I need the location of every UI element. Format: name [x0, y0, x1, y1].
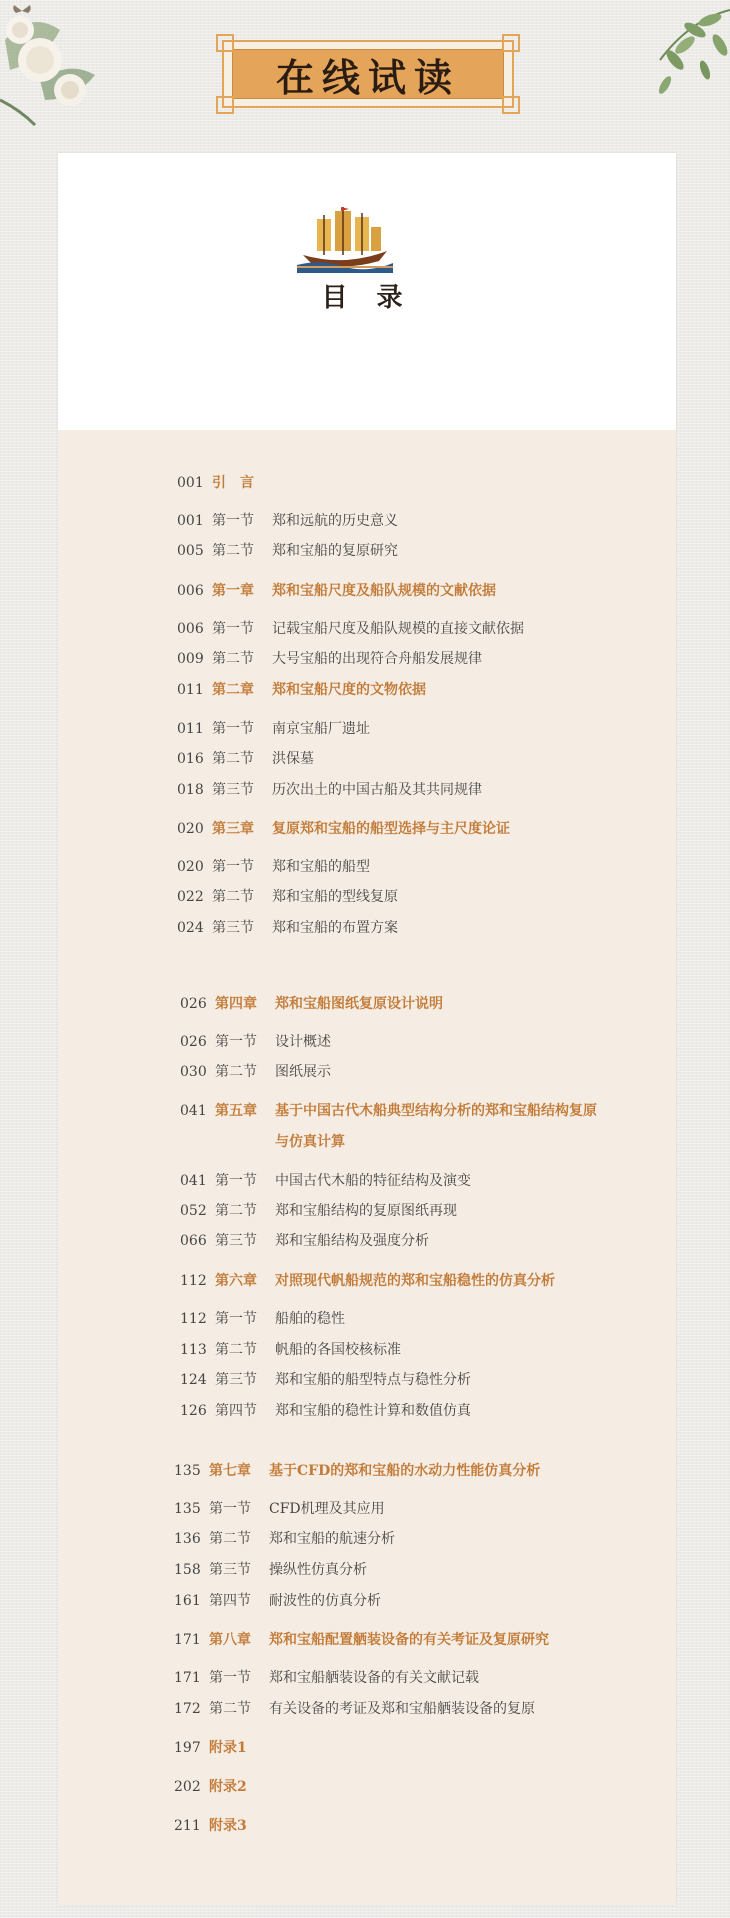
toc-chapter-title: 复原郑和宝船的船型选择与主尺度论证 — [272, 821, 510, 837]
toc-chapter-title: 郑和宝船配置舾装设备的有关考证及复原研究 — [269, 1632, 549, 1648]
toc-section-title: 耐波性的仿真分析 — [269, 1593, 381, 1609]
toc-section-entry[interactable] — [174, 1665, 666, 1691]
toc-section-title: 大号宝船的出现符合舟船发展规律 — [272, 651, 482, 667]
toc-chapter-number: 附录1 — [209, 1740, 247, 1756]
toc-section-title: 郑和宝船的型线复原 — [272, 889, 398, 905]
toc-page-number: 041 — [180, 1173, 207, 1189]
toc-section-number: 第二节 — [209, 1701, 251, 1717]
toc-page-number: 006 — [177, 583, 204, 599]
toc-card — [58, 153, 676, 1905]
toc-section-number: 第一节 — [212, 621, 254, 637]
toc-card-header — [58, 153, 676, 430]
toc-chapter-entry[interactable] — [174, 1735, 666, 1761]
toc-page-number: 135 — [174, 1463, 201, 1479]
toc-section-entry[interactable] — [174, 1557, 666, 1583]
toc-chapter-entry[interactable] — [174, 1627, 666, 1653]
toc-section-entry[interactable] — [180, 1306, 666, 1332]
banner-title: 在线试读 — [275, 55, 460, 100]
toc-section-entry[interactable] — [177, 854, 666, 880]
toc-page-number: 211 — [174, 1818, 201, 1834]
toc-section-title: 郑和宝船的稳性计算和数值仿真 — [275, 1403, 471, 1419]
toc-section-title: 记载宝船尺度及船队规模的直接文献依据 — [272, 621, 524, 637]
toc-chapter-entry[interactable] — [174, 1813, 666, 1839]
toc-section-entry[interactable] — [174, 1496, 666, 1522]
toc-chapter-number: 引 言 — [212, 475, 254, 491]
toc-section-entry[interactable] — [174, 1526, 666, 1552]
toc-chapter-entry[interactable] — [177, 816, 666, 842]
toc-page-number: 001 — [177, 513, 204, 529]
toc-chapter-entry[interactable] — [180, 1098, 666, 1124]
toc-section-number: 第三节 — [209, 1562, 251, 1578]
toc-chapter-title: 郑和宝船尺度的文物依据 — [272, 682, 426, 698]
toc-section-title: 郑和宝船的航速分析 — [269, 1531, 395, 1547]
toc-section-number: 第一节 — [215, 1311, 257, 1327]
toc-page-number: 001 — [177, 475, 204, 491]
toc-section-entry[interactable] — [180, 1367, 666, 1393]
toc-section-title: 设计概述 — [275, 1034, 331, 1050]
toc-chapter-number: 第三章 — [212, 821, 254, 837]
toc-chapter-title: 对照现代帆船规范的郑和宝船稳性的仿真分析 — [275, 1273, 555, 1289]
toc-page-number: 171 — [174, 1670, 201, 1686]
toc-chapter-entry[interactable] — [174, 1458, 666, 1484]
toc-section-entry[interactable] — [180, 1337, 666, 1363]
toc-page-number: 112 — [180, 1311, 207, 1327]
toc-section-title: 郑和宝船的船型 — [272, 859, 370, 875]
toc-section-number: 第四节 — [209, 1593, 251, 1609]
toc-section-number: 第三节 — [215, 1372, 257, 1388]
toc-page-number: 066 — [180, 1233, 207, 1249]
toc-section-title: 洪保墓 — [272, 751, 314, 767]
toc-section-number: 第一节 — [212, 513, 254, 529]
toc-section-entry[interactable] — [180, 1029, 666, 1055]
toc-chapter-entry[interactable] — [180, 991, 666, 1017]
toc-section-title: 郑和宝船结构的复原图纸再现 — [275, 1203, 457, 1219]
toc-chapter-number: 附录2 — [209, 1779, 247, 1795]
toc-chapter-title: 郑和宝船图纸复原设计说明 — [275, 996, 443, 1012]
toc-chapter-number: 第五章 — [215, 1103, 257, 1119]
toc-section-number: 第二节 — [212, 889, 254, 905]
toc-chapter-title: 与仿真计算 — [275, 1134, 345, 1150]
toc-section-entry[interactable] — [177, 646, 666, 672]
toc-section-number: 第三节 — [215, 1233, 257, 1249]
toc-section-number: 第一节 — [215, 1034, 257, 1050]
toc-section-entry[interactable] — [177, 777, 666, 803]
toc-page-number: 006 — [177, 621, 204, 637]
toc-chapter-entry[interactable] — [174, 1774, 666, 1800]
toc-page-number: 171 — [174, 1632, 201, 1648]
flower-decoration-left — [0, 0, 100, 130]
toc-section-entry[interactable] — [177, 746, 666, 772]
toc-heading: 目 录 — [321, 283, 413, 313]
toc-page-number: 026 — [180, 996, 207, 1012]
toc-section-title: 郑和远航的历史意义 — [272, 513, 398, 529]
toc-chapter-number: 第八章 — [209, 1632, 251, 1648]
toc-section-title: 郑和宝船的复原研究 — [272, 543, 398, 559]
toc-chapter-title: 基于中国古代木船典型结构分析的郑和宝船结构复原 — [275, 1103, 597, 1119]
toc-section-number: 第三节 — [212, 782, 254, 798]
toc-page-number: 011 — [177, 682, 204, 698]
toc-page-number: 124 — [180, 1372, 207, 1388]
treasure-ship-illustration — [297, 205, 393, 273]
toc-page-number: 172 — [174, 1701, 201, 1717]
toc-section-title: 历次出土的中国古船及其共同规律 — [272, 782, 482, 798]
toc-section-entry[interactable] — [177, 508, 666, 534]
toc-section-title: 帆船的各国校核标准 — [275, 1342, 401, 1358]
toc-section-number: 第二节 — [212, 543, 254, 559]
toc-section-title: 郑和宝船结构及强度分析 — [275, 1233, 429, 1249]
toc-chapter-entry[interactable] — [177, 470, 666, 496]
toc-section-number: 第二节 — [215, 1064, 257, 1080]
toc-page-number: 020 — [177, 859, 204, 875]
toc-chapter-number: 第四章 — [215, 996, 257, 1012]
toc-page-number: 020 — [177, 821, 204, 837]
toc-section-title: 郑和宝船的布置方案 — [272, 920, 398, 936]
toc-page-number: 112 — [180, 1273, 207, 1289]
toc-chapter-title: 郑和宝船尺度及船队规模的文献依据 — [272, 583, 496, 599]
toc-section-number: 第一节 — [209, 1670, 251, 1686]
toc-chapter-title: 基于CFD的郑和宝船的水动力性能仿真分析 — [269, 1463, 541, 1479]
toc-page-number: 011 — [177, 721, 204, 737]
butterfly-decoration — [12, 4, 32, 18]
toc-section-entry[interactable] — [180, 1059, 666, 1085]
toc-section-number: 第一节 — [212, 721, 254, 737]
toc-chapter-entry[interactable] — [180, 1268, 666, 1294]
toc-section-number: 第二节 — [209, 1531, 251, 1547]
toc-section-entry[interactable] — [180, 1228, 666, 1254]
toc-page-number: 018 — [177, 782, 204, 798]
toc-page-number: 016 — [177, 751, 204, 767]
toc-section-number: 第一节 — [215, 1173, 257, 1189]
toc-section-entry[interactable] — [180, 1198, 666, 1224]
toc-chapter-number: 第一章 — [212, 583, 254, 599]
toc-section-number: 第二节 — [212, 751, 254, 767]
toc-page-number: 009 — [177, 651, 204, 667]
toc-page-number: 197 — [174, 1740, 201, 1756]
toc-section-title: 郑和宝船舾装设备的有关文献记载 — [269, 1670, 479, 1686]
toc-page-number: 158 — [174, 1562, 201, 1578]
toc-chapter-entry[interactable] — [177, 578, 666, 604]
toc-section-number: 第二节 — [215, 1342, 257, 1358]
toc-page-number: 005 — [177, 543, 204, 559]
toc-page-number: 113 — [180, 1342, 207, 1358]
toc-section-title: 船舶的稳性 — [275, 1311, 345, 1327]
toc-section-entry[interactable] — [180, 1168, 666, 1194]
toc-section-entry[interactable] — [177, 538, 666, 564]
toc-page-number: 136 — [174, 1531, 201, 1547]
toc-section-entry[interactable] — [174, 1588, 666, 1614]
toc-section-number: 第二节 — [215, 1203, 257, 1219]
online-preview-banner — [222, 40, 514, 108]
toc-chapter-number: 第七章 — [209, 1463, 251, 1479]
toc-page-number: 161 — [174, 1593, 201, 1609]
toc-page-number: 135 — [174, 1501, 201, 1517]
toc-section-number: 第一节 — [209, 1501, 251, 1517]
toc-chapter-entry[interactable] — [177, 677, 666, 703]
toc-section-title: 郑和宝船的船型特点与稳性分析 — [275, 1372, 471, 1388]
toc-section-entry[interactable] — [177, 616, 666, 642]
toc-section-title: 有关设备的考证及郑和宝船舾装设备的复原 — [269, 1701, 535, 1717]
toc-section-entry[interactable] — [177, 716, 666, 742]
toc-chapter-number: 附录3 — [209, 1818, 247, 1834]
toc-section-number: 第三节 — [212, 920, 254, 936]
toc-page-number: 024 — [177, 920, 204, 936]
toc-section-entry[interactable] — [177, 884, 666, 910]
toc-section-title: 南京宝船厂遗址 — [272, 721, 370, 737]
toc-section-number: 第一节 — [212, 859, 254, 875]
toc-page-number: 126 — [180, 1403, 207, 1419]
toc-page-number: 022 — [177, 889, 204, 905]
toc-section-title: 中国古代木船的特征结构及演变 — [275, 1173, 471, 1189]
toc-chapter-entry[interactable] — [180, 1129, 666, 1155]
toc-section-number: 第二节 — [212, 651, 254, 667]
toc-page-number: 026 — [180, 1034, 207, 1050]
toc-chapter-number: 第六章 — [215, 1273, 257, 1289]
toc-section-entry[interactable] — [180, 1398, 666, 1424]
toc-section-entry[interactable] — [177, 915, 666, 941]
toc-section-number: 第四节 — [215, 1403, 257, 1419]
toc-chapter-number: 第二章 — [212, 682, 254, 698]
toc-section-title: 图纸展示 — [275, 1064, 331, 1080]
toc-section-title: 操纵性仿真分析 — [269, 1562, 367, 1578]
leaf-decoration-right — [640, 0, 730, 120]
toc-page-number: 030 — [180, 1064, 207, 1080]
title-underline — [297, 266, 393, 268]
toc-page-number: 052 — [180, 1203, 207, 1219]
toc-page-number: 202 — [174, 1779, 201, 1795]
toc-section-title: CFD机理及其应用 — [269, 1501, 385, 1517]
toc-page-number: 041 — [180, 1103, 207, 1119]
toc-section-entry[interactable] — [174, 1696, 666, 1722]
